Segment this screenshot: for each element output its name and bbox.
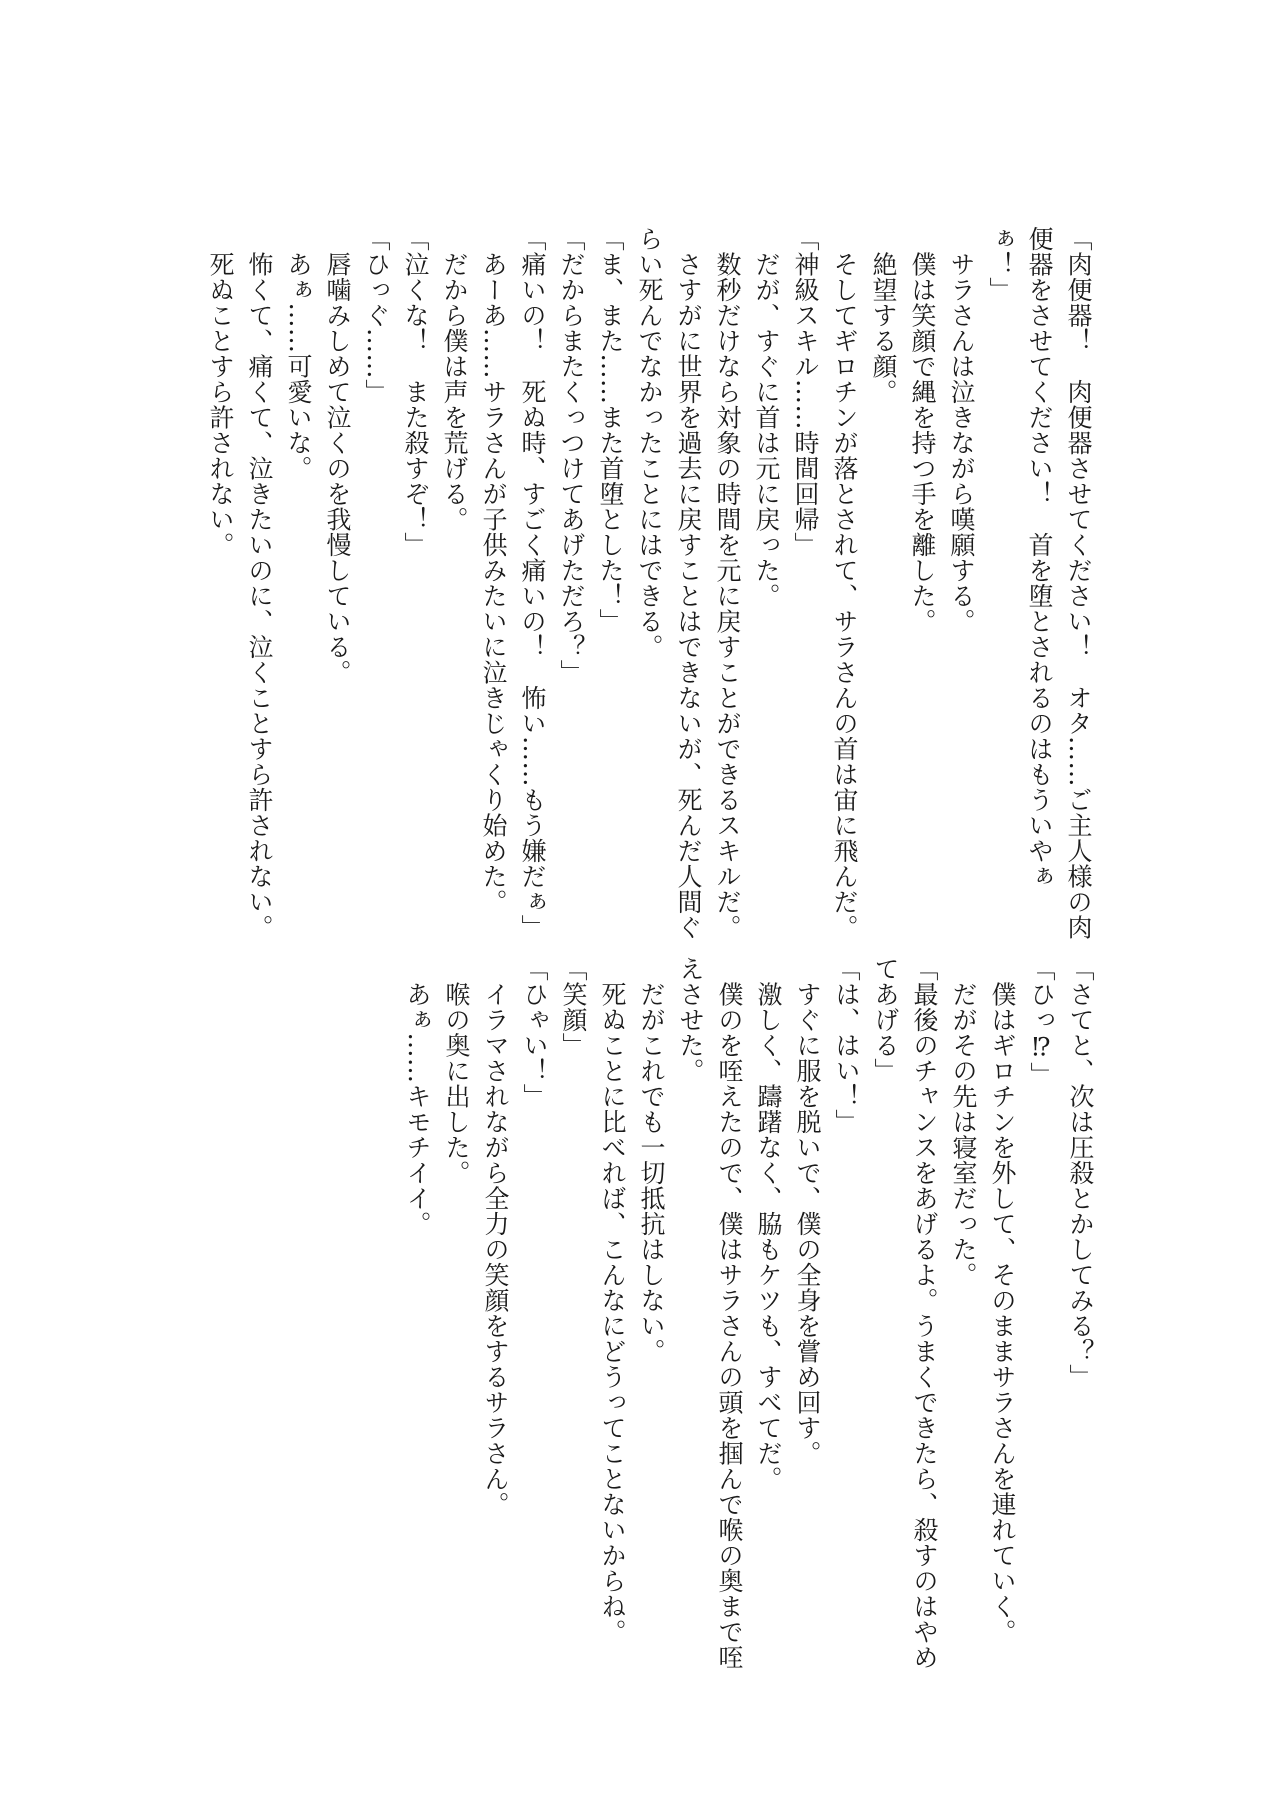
text-column: 「肉便器！ 肉便器させてください！ オタ……ご主人様の肉 xyxy=(1064,226,1093,940)
text-column: 唇噛みしめて泣くのを我慢している。 xyxy=(323,226,352,685)
text-column: だがこれでも一切抵抗はしない。 xyxy=(637,956,666,1364)
text-column: サラさんは泣きながら嘆願する。 xyxy=(947,226,976,634)
text-column: そしてギロチンが落とされて、サラさんの首は宙に飛んだ。 xyxy=(830,226,859,940)
text-column: 死ぬことに比べれば、こんなにどうってことないからね。 xyxy=(598,956,627,1645)
text-column: 「さてと、次は圧殺とかしてみる？」 xyxy=(1066,956,1095,1390)
text-column: 「ひゃい！」 xyxy=(520,956,549,1109)
text-block-top xyxy=(201,226,1098,940)
text-column: 僕のを咥えたので、僕はサラさんの頭を掴んで喉の奥まで咥 xyxy=(715,956,744,1670)
text-column: 「ま、また……また首堕とした！」 xyxy=(596,226,625,634)
text-column: 喉の奥に出した。 xyxy=(442,956,471,1186)
text-column: 激しく、躊躇なく、脇もケツも、すべてだ。 xyxy=(754,956,783,1492)
text-column: あぁ……キモチイイ。 xyxy=(403,956,432,1237)
text-column: 数秒だけなら対象の時間を元に戻すことができるスキルだ。 xyxy=(713,226,742,940)
text-column: 「ひっ⁉」 xyxy=(1027,956,1056,1088)
text-column: 怖くて、痛くて、泣きたいのに、泣くことすら許されない。 xyxy=(245,226,274,940)
text-column: らい死んでなかったことにはできる。 xyxy=(635,226,664,660)
text-column: 僕はギロチンを外して、そのままサラさんを連れていく。 xyxy=(988,956,1017,1645)
text-column: さすがに世界を過去に戻すことはできないが、死んだ人間ぐ xyxy=(674,226,703,940)
text-column: 「最後のチャンスをあげるよ。うまくできたら、殺すのはやめ xyxy=(910,956,939,1670)
text-column: えさせた。 xyxy=(676,956,705,1084)
text-column: あーあ……サラさんが子供みたいに泣きじゃくり始めた。 xyxy=(479,226,508,915)
text-column: 便器をさせてください！ 首を堕とされるのはもういやぁ xyxy=(1025,226,1054,889)
text-column: 「笑顔」 xyxy=(559,956,588,1058)
text-column: あぁ……可愛いな。 xyxy=(284,226,313,481)
text-column: 「だからまたくっつけてあげただろ？」 xyxy=(557,226,586,685)
text-column: 「痛いの！ 死ぬ時、すごく痛いの！ 怖い……もう嫌だぁ」 xyxy=(518,226,547,940)
text-column: 「泣くな！ また殺すぞ！」 xyxy=(401,226,430,558)
text-column: イラマされながら全力の笑顔をするサラさん。 xyxy=(481,956,510,1517)
text-column: だが、すぐに首は元に戻った。 xyxy=(752,226,781,609)
text-column: 「は、はい！」 xyxy=(832,956,861,1135)
text-column: すぐに服を脱いで、僕の全身を嘗め回す。 xyxy=(793,956,822,1466)
text-column: だから僕は声を荒げる。 xyxy=(440,226,469,532)
text-column: 僕は笑顔で縄を持つ手を離した。 xyxy=(908,226,937,634)
text-column: だがその先は寝室だった。 xyxy=(949,956,978,1288)
text-column: 絶望する顔。 xyxy=(869,226,898,405)
text-column: 死ぬことすら許されない。 xyxy=(206,226,235,558)
text-block-bottom xyxy=(398,956,1100,1670)
text-column: 「神級スキル……時間回帰」 xyxy=(791,226,820,558)
text-column: 「ひっぐ……」 xyxy=(362,226,391,405)
text-column: ぁ！」 xyxy=(986,226,1015,303)
text-column: てあげる」 xyxy=(871,956,900,1084)
